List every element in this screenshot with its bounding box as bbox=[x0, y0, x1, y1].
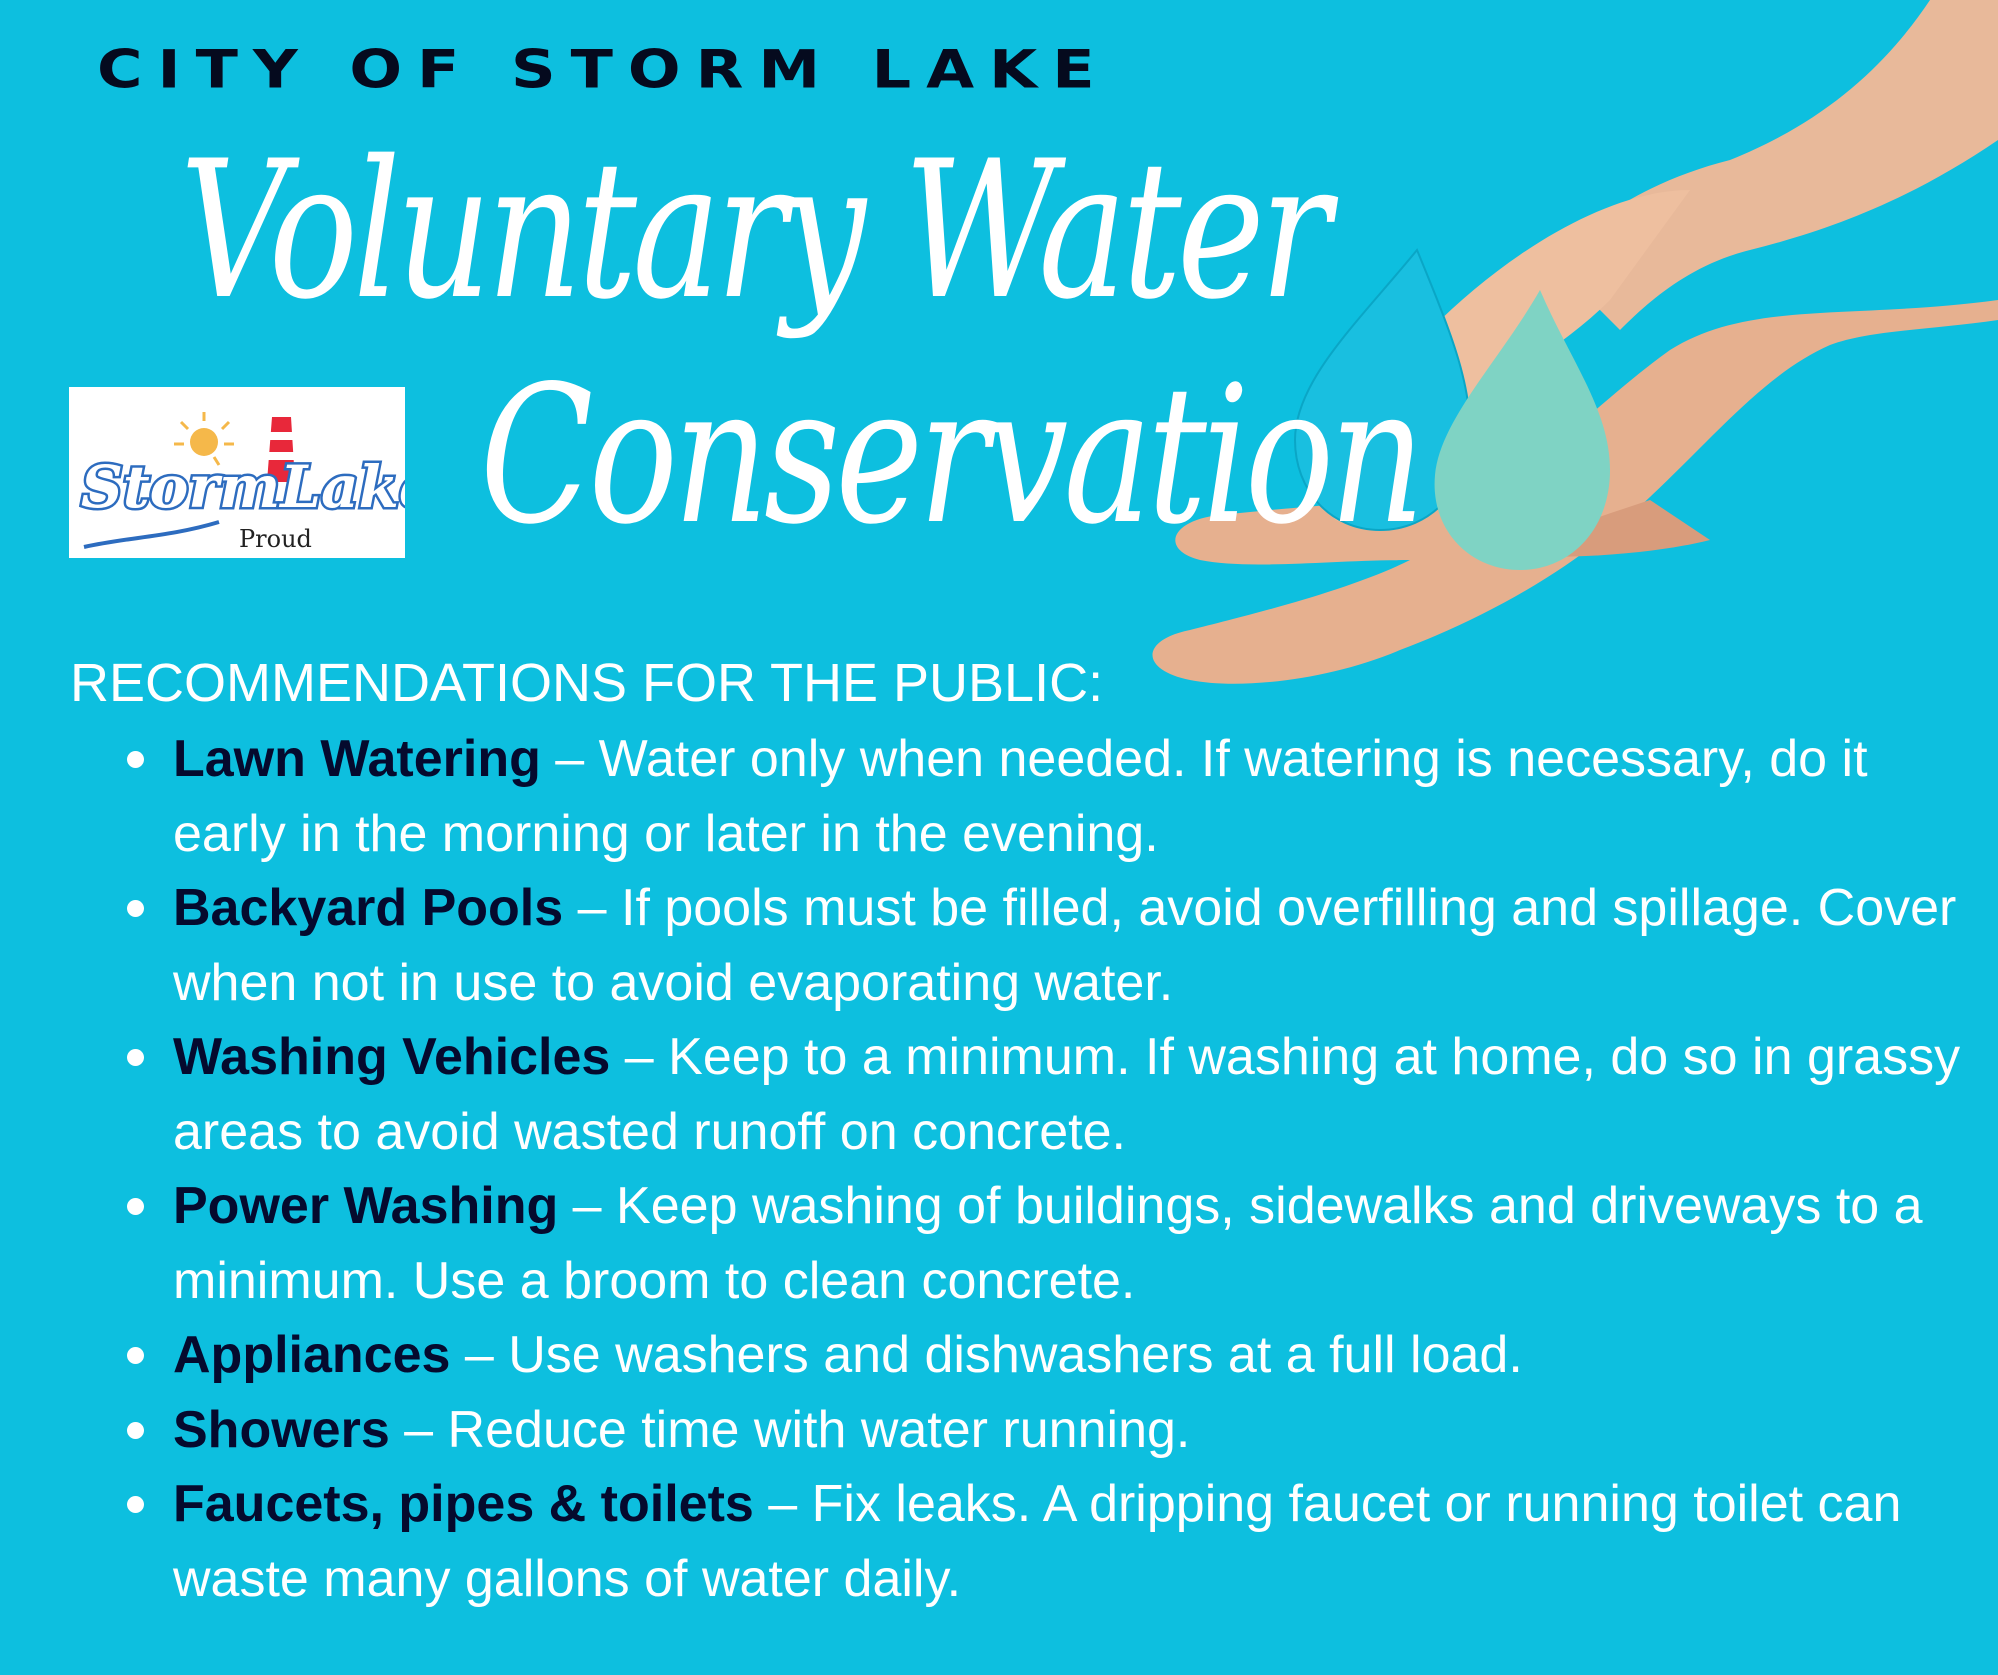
bullet-icon bbox=[127, 1347, 144, 1364]
storm-lake-proud-logo bbox=[69, 387, 405, 558]
list-item bbox=[173, 1318, 1973, 1393]
item-description: – If pools must be filled, avoid overfilling and spillage. Cover when not in use to avoid evaporating water. bbox=[173, 879, 1957, 1012]
list-item bbox=[173, 1020, 1973, 1169]
list-item bbox=[173, 1393, 1973, 1468]
bullet-icon bbox=[127, 1049, 144, 1066]
item-title: Showers bbox=[173, 1400, 390, 1459]
bullet-icon bbox=[127, 1422, 144, 1439]
bullet-icon bbox=[127, 1496, 144, 1513]
item-title: Power Washing bbox=[173, 1177, 559, 1235]
item-title: Faucets, pipes & toilets bbox=[173, 1475, 754, 1533]
list-item bbox=[173, 1169, 1973, 1318]
bullet-icon bbox=[127, 751, 144, 768]
item-description: – Keep washing of buildings, sidewalks and driveways to a minimum. Use a broom to clean concrete. bbox=[173, 1177, 1923, 1310]
list-item bbox=[173, 1467, 1973, 1616]
item-description: – Keep to a minimum. If washing at home, do so in grassy areas to avoid wasted runoff on concrete. bbox=[173, 1028, 1961, 1161]
bullet-icon bbox=[127, 1198, 144, 1215]
city-name-heading: CITY OF STORM LAKE bbox=[97, 38, 1110, 101]
item-title: Lawn Watering bbox=[173, 730, 541, 788]
item-description: – Use washers and dishwashers at a full load. bbox=[450, 1326, 1523, 1384]
item-title: Washing Vehicles bbox=[173, 1028, 611, 1086]
title-line-1: Voluntary Water bbox=[180, 120, 1327, 341]
section-title: RECOMMENDATIONS FOR THE PUBLIC: bbox=[70, 653, 1104, 713]
item-title: Appliances bbox=[173, 1326, 451, 1384]
title-line-2: Conservation bbox=[480, 345, 1421, 566]
bullet-icon bbox=[127, 900, 144, 917]
list-item bbox=[173, 722, 1973, 871]
logo-wordmark: StormLake bbox=[81, 453, 405, 521]
item-title: Backyard Pools bbox=[173, 879, 564, 937]
logo-subtext: Proud bbox=[239, 525, 312, 553]
item-description: – Reduce time with water running. bbox=[389, 1400, 1191, 1459]
recommendations-list bbox=[110, 722, 1973, 1616]
item-description: – Fix leaks. A dripping faucet or running toilet can waste many gallons of water daily. bbox=[173, 1475, 1902, 1608]
list-item bbox=[173, 871, 1973, 1020]
item-description: – Water only when needed. If watering is necessary, do it early in the morning or later in the evening. bbox=[173, 730, 1868, 863]
